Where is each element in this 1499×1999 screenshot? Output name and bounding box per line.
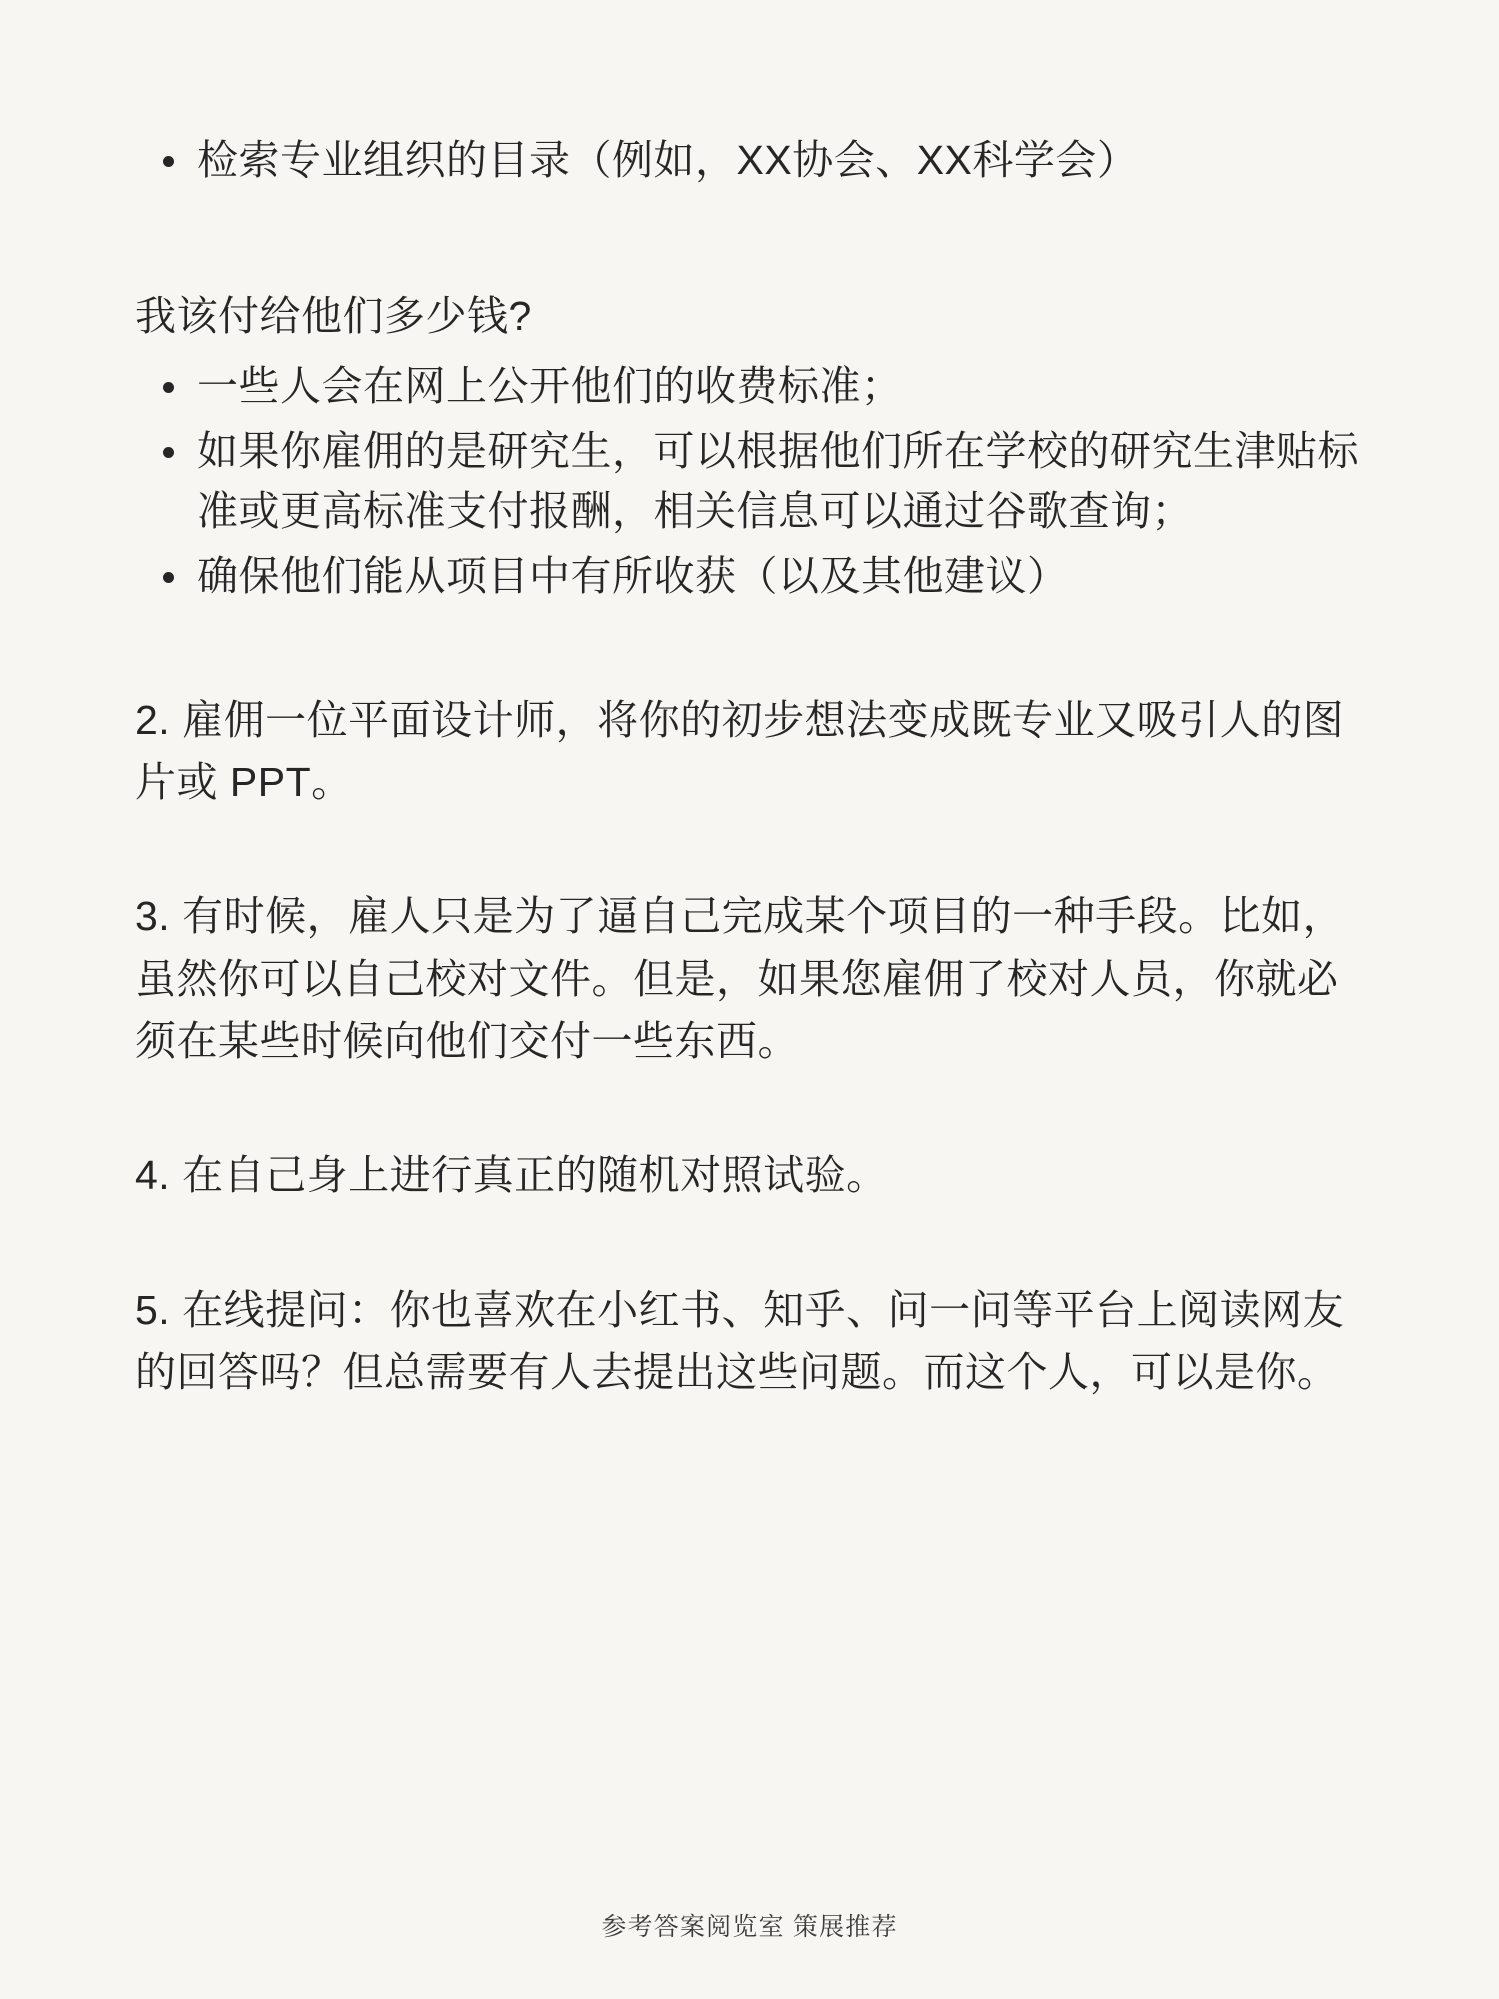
spacer xyxy=(135,611,1374,689)
numbered-item-4: 4. 在自己身上进行真正的随机对照试验。 xyxy=(135,1152,888,1199)
footer-credit: 参考答案阅览室 策展推荐 xyxy=(601,1913,898,1941)
pay-section xyxy=(135,287,1374,607)
list-item: 如果你雇佣的是研究生，可以根据他们所在学校的研究生津贴标准或更高标准支付报酬，相关信息可以通过谷歌查询； xyxy=(135,421,1374,542)
numbered-item-5: 5. 在线提问：你也喜欢在小红书、知乎、问一问等平台上阅读网友的回答吗？但总需要有人去提出这些问题。而这个人，可以是你。 xyxy=(135,1286,1345,1395)
pay-bullet-list xyxy=(135,356,1374,607)
spacer xyxy=(135,1072,1374,1144)
section-heading: 我该付给他们多少钱? xyxy=(135,292,532,339)
spacer xyxy=(135,813,1374,885)
numbered-item-3: 3. 有时候，雇人只是为了逼自己完成某个项目的一种手段。比如，虽然你可以自己校对文件。但是，如果您雇佣了校对人员，你就必须在某些时候向他们交付一些东西。 xyxy=(135,893,1345,1065)
list-item: 一些人会在网上公开他们的收费标准； xyxy=(135,356,1374,417)
list-item: 检索专业组织的目录（例如，XX协会、XX科学会） xyxy=(135,130,1374,191)
list-item: 确保他们能从项目中有所收获（以及其他建议） xyxy=(135,546,1374,607)
spacer xyxy=(135,1207,1374,1279)
numbered-item-2: 2. 雇佣一位平面设计师，将你的初步想法变成既专业又吸引人的图片或 PPT。 xyxy=(135,696,1345,806)
top-bullet-list xyxy=(135,130,1374,191)
spacer xyxy=(135,195,1374,287)
